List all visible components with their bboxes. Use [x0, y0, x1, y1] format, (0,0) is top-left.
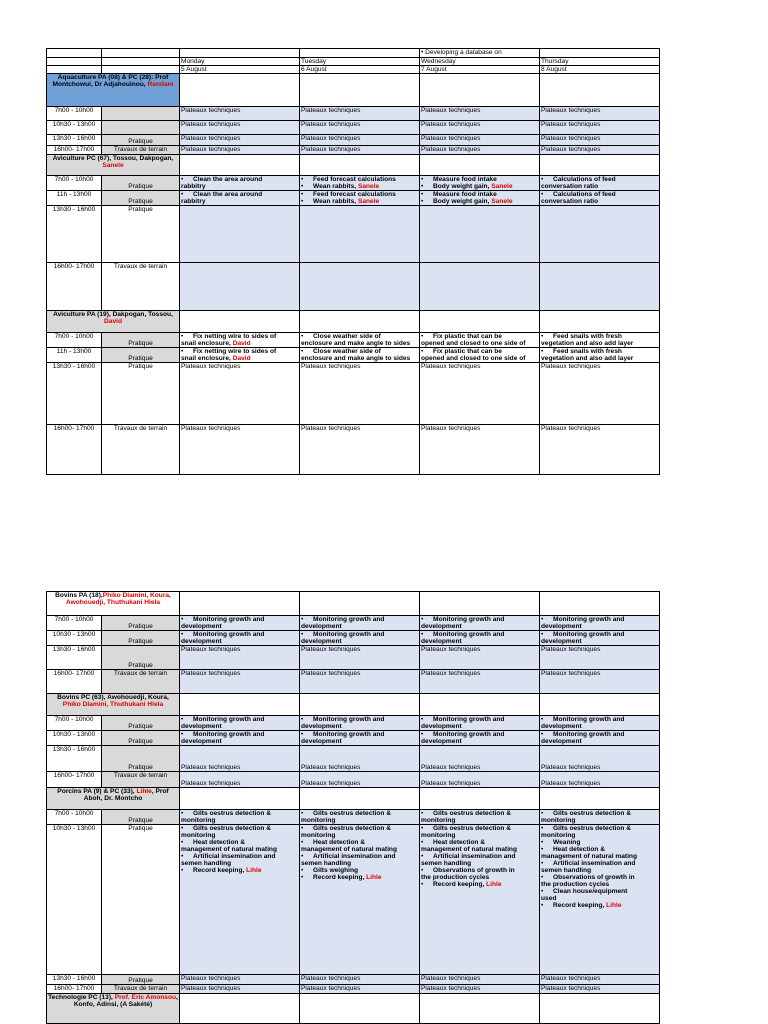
schedule-table-2 — [46, 591, 660, 1024]
section-title-technologie: Technologie PC (13), Prof. Eric Amonsou, Konfo, Adinsi, (A Sakété) — [47, 994, 180, 1024]
section-title-bovins-pa: Bovins PA (18),Phiko Dlamini, Koura, Awohouedji, Thuthukani Hlela — [47, 592, 180, 616]
section-aquaculture — [47, 74, 660, 107]
header-note-row — [47, 49, 660, 58]
table-row: 16h00- 17h00 Travaux de terrain Plateaux techniques Plateaux techniques Plateaux techniques Plateaux techniques — [47, 425, 660, 475]
table-row: 10h30 - 13h00 Plateaux techniques Plateaux techniques Plateaux techniques Plateaux techniques — [47, 121, 660, 135]
section-title-aviculture-pc: Aviculture PC (67), Tossou, Dakpogan, Sanele — [47, 155, 180, 176]
table-row: 16h00- 17h00 Travaux de terrain Plateaux techniques Plateaux techniques Plateaux techniques Plateaux techniques — [47, 670, 660, 694]
table-row: 7h00 - 10h00 Pratique • Monitoring growth and development • Monitoring growth and development • Monitoring growth and development • Monitoring growth and development — [47, 616, 660, 631]
day-row — [47, 58, 660, 66]
section-title-aquaculture: Aquaculture PA (08) & PC (28): Prof Montchowui, Dr Adjahouinou, Rendani — [47, 74, 180, 107]
section-bovins-pc — [47, 694, 660, 716]
table-row: 10h30 - 13h00 Pratique • Monitoring growth and development • Monitoring growth and development • Monitoring growth and development • Monitoring growth and development — [47, 631, 660, 646]
day-thursday: Thursday — [540, 58, 660, 66]
section-title-porcins: Porcins PA (9) & PC (33), Lihle, Prof Aboh, Dr. Montcho — [47, 788, 180, 810]
table-row: 7h00 - 10h00 Pratique • Monitoring growth and development • Monitoring growth and development • Monitoring growth and development • Monitoring growth and development — [47, 716, 660, 731]
table-row: 13h30 - 16h00 Pratique Plateaux techniques Plateaux techniques Plateaux techniques Plateaux techniques — [47, 646, 660, 670]
table-row: 13h30 - 16h00 Pratique Plateaux techniques Plateaux techniques Plateaux techniques Plateaux techniques — [47, 975, 660, 985]
table-row: 13h30 - 16h00 Pratique Plateaux techniques Plateaux techniques Plateaux techniques Plateaux techniques — [47, 746, 660, 772]
table-row: 16h00- 17h00 Travaux de terrain Plateaux techniques Plateaux techniques Plateaux techniques Plateaux techniques — [47, 772, 660, 788]
date-wednesday: 7 August — [420, 66, 540, 74]
table-row: 16h00- 17h00 Travaux de terrain Plateaux techniques Plateaux techniques Plateaux techniques Plateaux techniques — [47, 146, 660, 155]
table-row: 11h - 13h00 Pratique • Clean the area around rabbitry • Feed forecast calculations • Wean rabbits, Sanele • Measure food intake • Body weight gain, Sanele • Calculations of feed conversation ratio — [47, 191, 660, 206]
section-title-aviculture-pa: Aviculture PA (19), Dakpogan, Tossou, David — [47, 311, 180, 333]
table-row: 16h00- 17h00 Travaux de terrain — [47, 263, 660, 311]
table-row: 7h00 - 10h00 Pratique • Clean the area around rabbitry • Feed forecast calculations • Wean rabbits, Sanele • Measure food intake • Body weight gain, Sanele • Calculations of feed conversation ratio — [47, 176, 660, 191]
table-row: 7h00 - 10h00 Pratique • Gilts oestrus detection & monitoring • Gilts oestrus detection & monitoring • Gilts oestrus detection & monitoring • Gilts oestrus detection & monitoring — [47, 810, 660, 825]
table-row: 10h30 - 13h00 Pratique • Monitoring growth and development • Monitoring growth and development • Monitoring growth and development • Monitoring growth and development — [47, 731, 660, 746]
date-thursday: 8 August — [540, 66, 660, 74]
table-row: 16h00- 17h00 Travaux de terrain Plateaux techniques Plateaux techniques Plateaux techniques Plateaux techniques — [47, 985, 660, 994]
section-bovins-pa — [47, 592, 660, 616]
table-row: 7h00 - 10h00 Pratique • Fix netting wire to sides of snail enclosure, David • Close weather side of enclosure and make angle to sides • Fix plastic that can be opened and closed to one side of • Feed snails with fresh vegetation and also add layer — [47, 333, 660, 348]
table-row: 11h - 13h00 Pratique • Fix netting wire to sides of snail enclosure, David • Close weather side of enclosure and make angle to sides • Fix plastic that can be opened and closed to one side of • Feed snails with fresh vegetation and also add layer — [47, 348, 660, 363]
table-row: 13h30 - 16h00 Pratique Plateaux techniques Plateaux techniques Plateaux techniques Plateaux techniques — [47, 363, 660, 425]
section-technologie — [47, 994, 660, 1024]
table-row: 13h30 - 16h00 Pratique Plateaux techniques Plateaux techniques Plateaux techniques Plateaux techniques — [47, 135, 660, 146]
date-row — [47, 66, 660, 74]
day-monday: Monday — [180, 58, 300, 66]
schedule-table-1 — [46, 48, 660, 475]
section-aviculture-pc — [47, 155, 660, 176]
date-tuesday: 6 August — [300, 66, 420, 74]
date-monday: 5 August — [180, 66, 300, 74]
section-porcins — [47, 788, 660, 810]
section-aviculture-pa — [47, 311, 660, 333]
day-tuesday: Tuesday — [300, 58, 420, 66]
table-row: 13h30 - 16h00 Pratique — [47, 206, 660, 263]
table-row: 7h00 - 10h00 Plateaux techniques Plateaux techniques Plateaux techniques Plateaux techniques — [47, 107, 660, 121]
section-title-bovins-pc: Bovins PC (63), Awohouedji, Koura, Phiko Dlamini, Thuthukani Hlela — [47, 694, 180, 716]
top-note: • Developing a database on — [420, 49, 540, 58]
day-wednesday: Wednesday — [420, 58, 540, 66]
table-row: 10h30 - 13h00 Pratique • Gilts oestrus detection & monitoring • Heat detection & management of natural mating • Artificial insemination and semen handling • Record keeping, Lihle • Gilts oestrus detection & monitoring • Heat detection & management of natural mating • Artificial insemination and semen handling • Gilts weighing • Record keeping, Lihle • Gilts oestrus detection & monitoring • Heat detection & management of natural mating • Artificial insemination and semen handling • Observations of growth in the production cycles • Record keeping, Lihle • Gilts oestrus detection & monitoring • Weaning • Heat detection & management of natural mating • Artificial insemination and semen handling • Observations of growth in the production cycles • Clean house/equipment used • Record keeping, Lihle — [47, 825, 660, 975]
